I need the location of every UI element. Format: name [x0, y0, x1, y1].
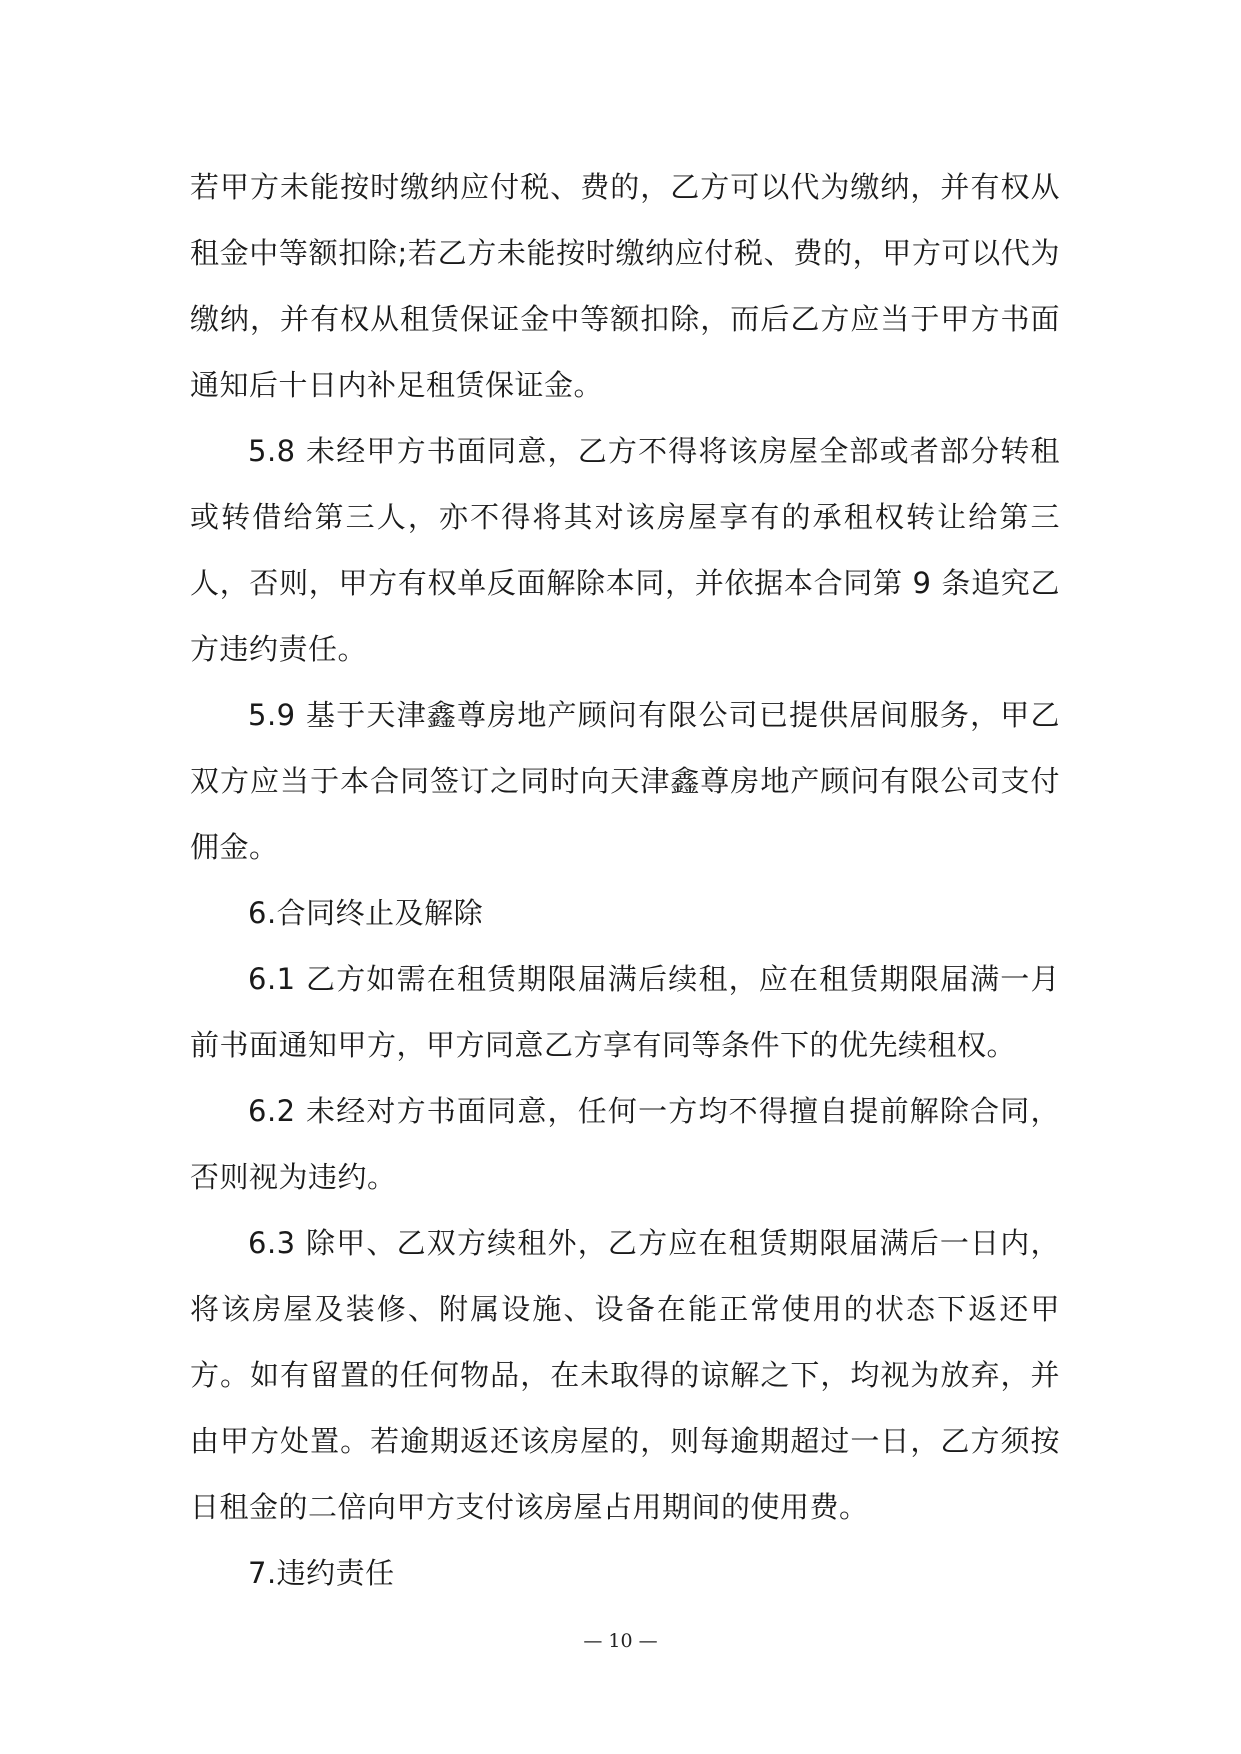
paragraph-clause-5-8: 5.8 未经甲方书面同意，乙方不得将该房屋全部或者部分转租或转借给第三人，亦不得将其对该房屋享有的承租权转让给第三人，否则，甲方有权单反面解除本同，并依据本合同第 9 条追究乙方违约责任。 — [190, 434, 1060, 666]
paragraph-clause-6-3: 6.3 除甲、乙双方续租外，乙方应在租赁期限届满后一日内，将该房屋及装修、附属设施、设备在能正常使用的状态下返还甲方。如有留置的任何物品，在未取得的谅解之下，均视为放弃，并由甲方处置。若逾期返还该房屋的，则每逾期超过一日，乙方须按日租金的二倍向甲方支付该房屋占用期间的使用费。 — [190, 1226, 1060, 1524]
page-number: — 10 — — [583, 1630, 658, 1652]
document-body — [190, 154, 1060, 1606]
section-heading-6: 6.合同终止及解除 — [248, 896, 484, 930]
section-heading-7: 7.违约责任 — [248, 1556, 395, 1590]
paragraph-tax-payment: 若甲方未能按时缴纳应付税、费的，乙方可以代为缴纳，并有权从租金中等额扣除;若乙方未能按时缴纳应付税、费的，甲方可以代为缴纳，并有权从租赁保证金中等额扣除，而后乙方应当于甲方书面通知后十日内补足租赁保证金。 — [190, 170, 1060, 402]
paragraph-clause-6-2: 6.2 未经对方书面同意，任何一方均不得擅自提前解除合同，否则视为违约。 — [190, 1094, 1060, 1194]
paragraph-clause-5-9: 5.9 基于天津鑫尊房地产顾问有限公司已提供居间服务，甲乙双方应当于本合同签订之同时向天津鑫尊房地产顾问有限公司支付佣金。 — [190, 698, 1060, 864]
paragraph-clause-6-1: 6.1 乙方如需在租赁期限届满后续租，应在租赁期限届满一月前书面通知甲方，甲方同意乙方享有同等条件下的优先续租权。 — [190, 962, 1060, 1062]
